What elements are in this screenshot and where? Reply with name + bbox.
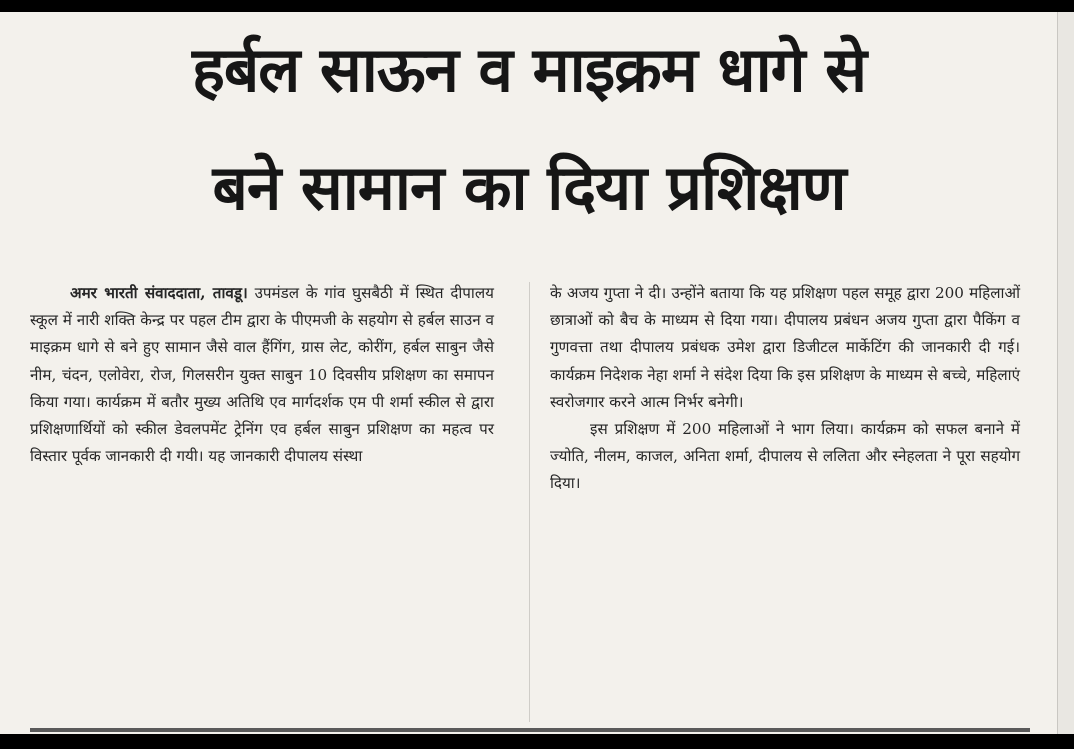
column-divider: [529, 282, 530, 722]
bottom-border: [0, 734, 1074, 749]
article-column-left: [30, 280, 494, 470]
left-body-text: उपमंडल के गांव घुसबैठी में स्थित दीपालय स्कूल में नारी शक्ति केन्द्र पर पहल टीम द्वारा के पीएमजी के सहयोग से हर्बल साउन व माइक्रम धागे से बने हुए सामान जैसे वाल हैंगिंग, ग्रास लेट, कोरींग, हर्बल साबुन जैसे नीम, चंदन, एलोवेरा, रोज, गिलसरीन युक्त साबुन 10 दिवसीय प्रशिक्षण का समापन किया गया। कार्यक्रम में बतौर मुख्य अतिथि एव मार्गदर्शक एम पी शर्मा स्कील से द्वारा प्रशिक्षणार्थियों को स्कील डेवलपमेंट ट्रेनिंग एव हर्बल साबुन प्रशिक्षण का महत्व पर विस्तार पूर्वक जानकारी दी गयी। यह जानकारी दीपालय संस्था: [30, 284, 494, 466]
bottom-rule: [30, 728, 1030, 732]
byline: अमर भारती संवाददाता, तावडू।: [70, 284, 248, 302]
top-border: [0, 0, 1074, 12]
headline-line-2: बने सामान का दिया प्रशिक्षण: [212, 151, 846, 224]
article-paragraph-3: इस प्रशिक्षण में 200 महिलाओं ने भाग लिया। कार्यक्रम को सफल बनाने में ज्योति, नीलम, काजल, अनिता शर्मा, दीपालय से ललिता और स्नेहलता ने पूरा सहयोग दिया।: [550, 420, 1020, 493]
headline-line-1: हर्बल साऊन व माइक्रम धागे से: [191, 33, 867, 106]
article-column-right: [550, 280, 1020, 498]
newspaper-clipping: [0, 12, 1058, 734]
adjacent-page-edge: [1057, 12, 1074, 734]
article-paragraph-1: [30, 280, 494, 470]
article-paragraph-2: के अजय गुप्ता ने दी। उन्होंने बताया कि यह प्रशिक्षण पहल समूह द्वारा 200 महिलाओं छात्राओं को बैच के माध्यम से दिया गया। दीपालय प्रबंधन अजय गुप्ता द्वारा पैकिंग व गुणवत्ता तथा दीपालय प्रबंधक उमेश द्वारा डिजीटल मार्केटिंग की जानकारी दी गई। कार्यक्रम निदेशक नेहा शर्मा ने संदेश दिया कि इस प्रशिक्षण के माध्यम से बच्चे, महिलाएं स्वरोजगार करने आत्म निर्भर बनेगी।: [550, 284, 1020, 411]
